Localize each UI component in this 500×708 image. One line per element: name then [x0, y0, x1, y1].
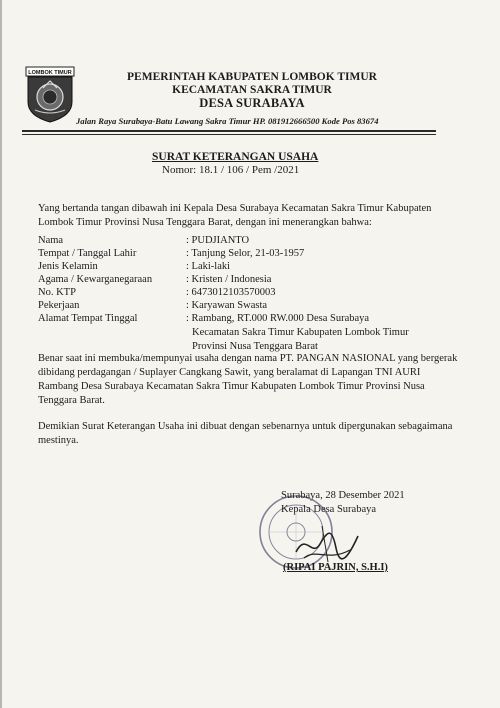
signature-icon — [292, 518, 362, 568]
business-paragraph: Benar saat ini membuka/mempunyai usaha dengan nama PT. PANGAN NASIONAL yang bergerak dibidang perdagangan / Suplayer Cangkang Sawit, yang beralamat di Lapangan TNI AURI Rambang Desa Surabaya Kecamatan Sakra Timur Kabupaten Lombok Timur Provinsi Nusa Tenggara Barat. — [38, 353, 458, 406]
identity-label: Agama / Kewarganegaraan — [38, 274, 153, 285]
letterhead — [84, 71, 420, 110]
identity-row — [38, 234, 249, 248]
identity-label: Tempat / Tanggal Lahir — [38, 248, 137, 259]
letterhead-rule-thin — [22, 134, 436, 135]
signing-date: Surabaya, 28 Desember 2021 — [281, 490, 405, 501]
identity-label: Jenis Kelamin — [38, 261, 98, 272]
svg-text:LOMBOK TIMUR: LOMBOK TIMUR — [28, 70, 72, 76]
identity-row — [38, 299, 267, 313]
identity-row — [38, 247, 304, 261]
identity-label: Alamat Tempat Tinggal — [38, 313, 138, 324]
identity-label: Nama — [38, 235, 64, 246]
identity-value: : PUDJIANTO — [186, 235, 250, 246]
regency-emblem-icon — [25, 66, 75, 123]
identity-label: Pekerjaan — [38, 300, 80, 311]
identity-row — [38, 312, 409, 354]
address-line-1: : Rambang, RT.000 RW.000 Desa Surabaya — [186, 313, 370, 324]
identity-label: No. KTP — [38, 287, 76, 298]
identity-row — [38, 286, 276, 300]
paper-edge — [0, 0, 2, 708]
address-line-2: Kecamatan Sakra Timur Kabupaten Lombok Timur — [192, 327, 409, 338]
letterhead-rule-thick — [22, 130, 436, 132]
identity-value: : Tanjung Selor, 21-03-1957 — [186, 248, 305, 259]
identity-value — [186, 312, 409, 354]
letterhead-district: KECAMATAN SAKRA TIMUR — [172, 84, 332, 96]
signer-position: Kepala Desa Surabaya — [281, 504, 377, 515]
letterhead-government: PEMERINTAH KABUPATEN LOMBOK TIMUR — [127, 71, 377, 83]
identity-value: : 6473012103570003 — [186, 287, 276, 298]
letter-number: Nomor: 18.1 / 106 / Pem /2021 — [162, 164, 300, 176]
identity-row — [38, 273, 271, 287]
signer-name: (RIPAI PAJRIN, S.H.I) — [283, 562, 388, 573]
opening-paragraph: Yang bertanda tangan dibawah ini Kepala Desa Surabaya Kecamatan Sakra Timur Kabupaten Lombok Timur Provinsi Nusa Tenggara Barat, dengan ini menerangkan bahwa: — [38, 203, 432, 228]
identity-value: : Laki-laki — [186, 261, 231, 272]
identity-value: : Kristen / Indonesia — [186, 274, 272, 285]
letterhead-village: DESA SURABAYA — [199, 96, 305, 110]
identity-row — [38, 260, 230, 274]
closing-paragraph: Demikian Surat Keterangan Usaha ini dibuat dengan sebenarnya untuk dipergunakan sebagaimana mestinya. — [38, 421, 453, 446]
letter-title: SURAT KETERANGAN USAHA — [152, 151, 319, 163]
letterhead-address: Jalan Raya Surabaya-Batu Lawang Sakra Timur HP. 081912666500 Kode Pos 83674 — [76, 116, 379, 126]
identity-value: : Karyawan Swasta — [186, 300, 268, 311]
address-line-3: Provinsi Nusa Tenggara Barat — [192, 341, 318, 352]
